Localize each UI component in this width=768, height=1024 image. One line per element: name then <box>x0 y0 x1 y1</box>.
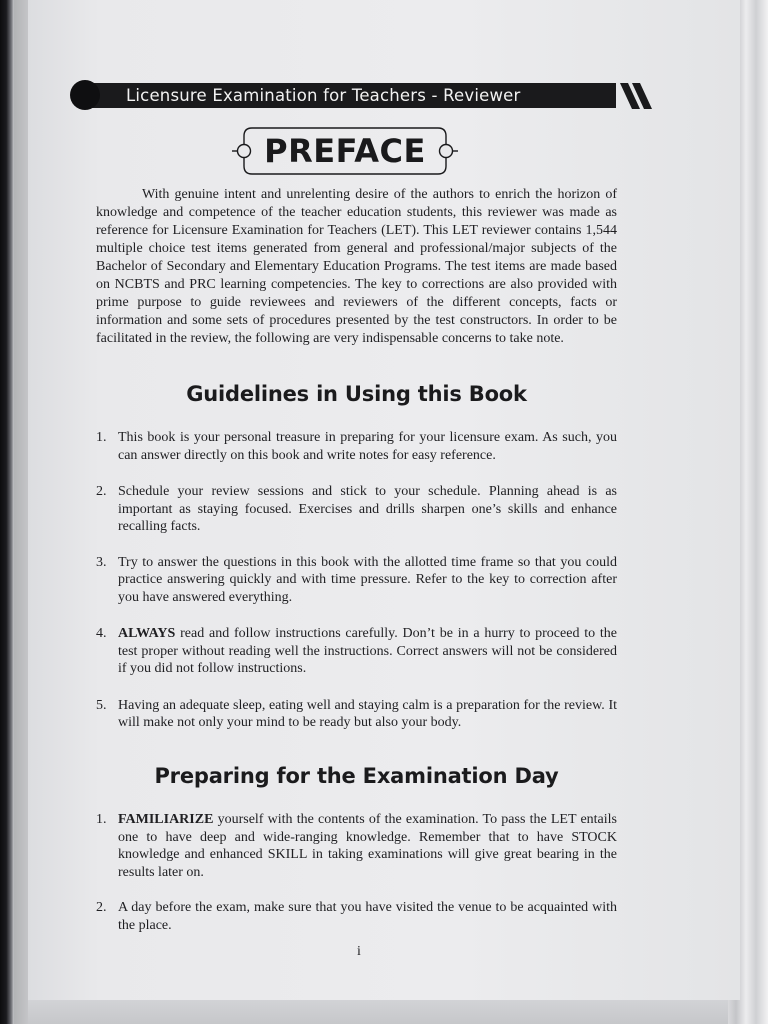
page-bottom-edge <box>28 1000 728 1024</box>
item-text: A day before the exam, make sure that you have visited the venue to be acquainted with the place. <box>118 900 617 933</box>
exam-day-heading: Preparing for the Examination Day <box>154 764 559 788</box>
guidelines-heading: Guidelines in Using this Book <box>186 382 527 406</box>
page-title: PREFACE <box>264 132 426 170</box>
list-item <box>96 625 617 678</box>
item-text: Having an adequate sleep, eating well and staying calm is a preparation for the review. It will make not only your mind to be ready but also your body. <box>118 697 617 730</box>
intro-paragraph <box>96 186 617 348</box>
header-banner <box>70 80 655 112</box>
list-item <box>96 483 617 536</box>
guidelines-list <box>96 429 617 732</box>
banner-title: Licensure Examination for Teachers - Reviewer <box>126 86 521 105</box>
list-item <box>96 811 617 881</box>
list-item <box>96 554 617 607</box>
item-number: 1. <box>96 430 107 445</box>
item-number: 1. <box>96 812 107 827</box>
item-number: 2. <box>96 900 107 915</box>
intro-text: With genuine intent and unrelenting desire of the authors to enrich the horizon of knowledge and competence of the teacher education students, this reviewer was made as reference for Licensure Examination for Teachers (LET). This LET reviewer contains 1,544 multiple choice test items generated from general and professional/major subjects of the Bachelor of Secondary and Elementary Education Programs. The test items are made based on NCBTS and PRC learning competencies. The key to corrections are also provided with prime purpose to guide reviewees and reviewers of the different concepts, facts or information and some sets of procedures presented by the test constructors. In order to be facilitated in the review, the following are very indispensable concerns to take note. <box>96 187 617 346</box>
banner-circle-icon <box>70 80 100 110</box>
list-item <box>96 899 617 934</box>
item-number: 3. <box>96 554 107 570</box>
item-text: Schedule your review sessions and stick to your schedule. Planning ahead is as important as staying focused. Exercises and drills sharpen one’s skills and enhance recalling facts. <box>118 484 617 534</box>
list-item <box>96 697 617 732</box>
item-text: This book is your personal treasure in preparing for your licensure exam. As such, you can answer directly on this book and write notes for easy reference. <box>118 430 617 463</box>
exam-day-list <box>96 811 617 934</box>
item-emphasis: FAMILIARIZE <box>118 812 214 827</box>
list-item <box>96 429 617 464</box>
double-slash-icon <box>618 80 658 112</box>
item-text: yourself with the contents of the examination. To pass the LET entails one to have deep and wide-ranging knowledge. Remember that to have STOCK knowledge and enhanced SKILL in taking examinations will give great bearing in the results later on. <box>118 812 617 880</box>
book-spine <box>0 0 14 1024</box>
page-number: i <box>357 944 361 959</box>
item-text: read and follow instructions carefully. Don’t be in a hurry to proceed to the test proper without reading well the instructions. Correct answers will not be considered if you did not follow instructions. <box>118 626 617 676</box>
item-number: 2. <box>96 484 107 499</box>
item-number: 5. <box>96 697 107 713</box>
preface-title-box <box>232 122 458 180</box>
item-number: 4. <box>96 626 107 641</box>
item-text: Try to answer the questions in this book with the allotted time frame so that you could practice answering quickly and with time pressure. Refer to the key to correction after you have answered everything. <box>118 554 617 605</box>
item-emphasis: ALWAYS <box>118 626 176 641</box>
